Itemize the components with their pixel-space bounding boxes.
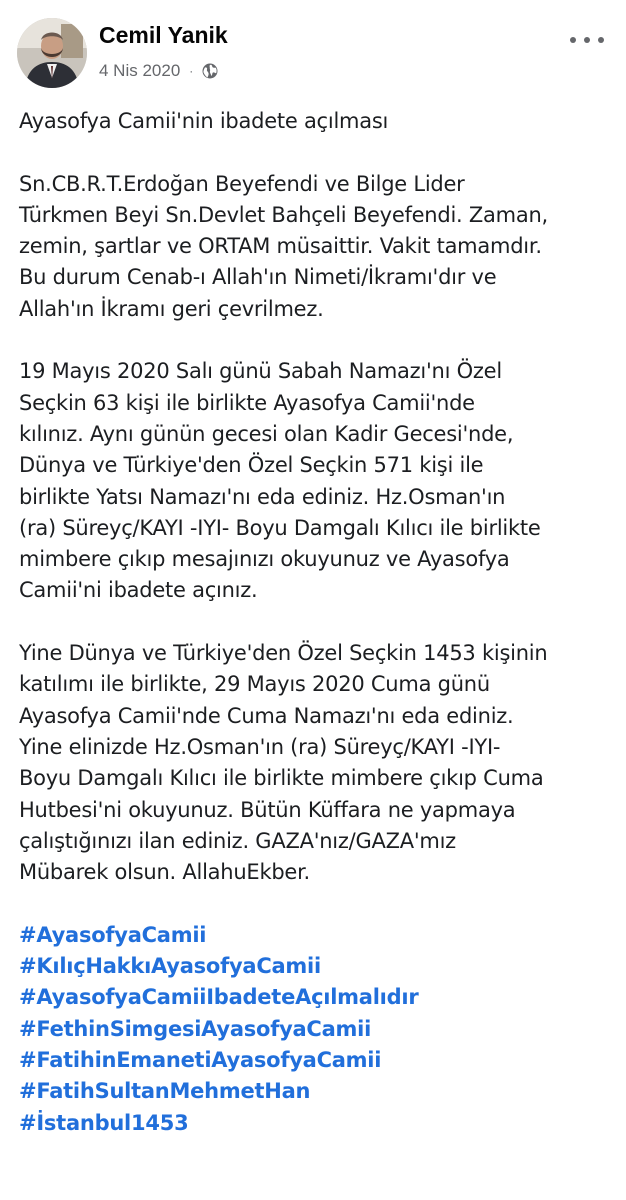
avatar-photo xyxy=(17,18,87,88)
post-date[interactable]: 4 Nis 2020 xyxy=(99,61,181,80)
more-dot xyxy=(584,37,590,43)
text-line: Türkmen Beyi Sn.Devlet Bahçeli Beyefendi. Zaman, xyxy=(19,202,548,227)
globe-icon[interactable] xyxy=(202,63,218,79)
text-line: Boyu Damgalı Kılıcı ile birlikte mimbere çıkıp Cuma xyxy=(19,766,544,791)
post-paragraph xyxy=(19,638,619,888)
text-line: Ayasofya Camii'nin ibadete açılması xyxy=(19,109,389,133)
text-line: Mübarek olsun. AllahuEkber. xyxy=(19,860,310,885)
text-line: çalıştığınızı ilan ediniz. GAZA'nız/GAZA'mız xyxy=(19,828,456,853)
post-paragraph xyxy=(19,356,619,606)
more-dot xyxy=(598,37,604,43)
hashtag-link[interactable]: #AyasofyaCamii xyxy=(19,922,207,947)
post-body xyxy=(19,106,619,1139)
hashtag-link[interactable]: #FatihinEmanetiAyasofyaCamii xyxy=(19,1047,382,1072)
text-line: Yine elinizde Hz.Osman'ın (ra) Süreyç/KAYI -IYI- xyxy=(19,734,501,759)
text-line: Seçkin 63 kişi ile birlikte Ayasofya Camii'nde xyxy=(19,390,475,415)
text-line: 19 Mayıs 2020 Salı günü Sabah Namazı'nı Özel xyxy=(19,359,502,384)
author-name[interactable]: Cemil Yanik xyxy=(99,22,228,48)
more-options-button[interactable] xyxy=(567,28,607,52)
text-line: Camii'ni ibadete açınız. xyxy=(19,578,258,603)
text-line: katılımı ile birlikte, 29 Mayıs 2020 Cuma günü xyxy=(19,672,490,697)
text-line: birlikte Yatsı Namazı'nı eda ediniz. Hz.Osman'ın xyxy=(19,484,506,509)
hashtag-link[interactable]: #KılıçHakkıAyasofyaCamii xyxy=(19,954,321,979)
text-line: zemin, şartlar ve ORTAM müsaittir. Vakit tamamdır. xyxy=(19,234,542,259)
avatar[interactable] xyxy=(17,18,87,88)
hashtag-link[interactable]: #İstanbul1453 xyxy=(19,1110,189,1135)
text-line: Ayasofya Camii'nde Cuma Namazı'nı eda ediniz. xyxy=(19,703,514,728)
hashtag-link[interactable]: #FatihSultanMehmetHan xyxy=(19,1079,311,1104)
text-line: mimbere çıkıp mesajınızı okuyunuz ve Ayasofya xyxy=(19,547,510,572)
text-line: kılınız. Aynı günün gecesi olan Kadir Gecesi'nde, xyxy=(19,421,514,446)
text-line: (ra) Süreyç/KAYI -IYI- Boyu Damgalı Kılıcı ile birlikte xyxy=(19,515,541,540)
post-paragraph-title xyxy=(19,106,619,137)
text-line: Allah'ın İkramı geri çevrilmez. xyxy=(19,296,324,321)
text-line: Hutbesi'ni okuyunuz. Bütün Küffara ne yapmaya xyxy=(19,797,516,822)
hashtag-list xyxy=(19,920,619,1139)
meta-separator: · xyxy=(189,64,194,78)
hashtag-link[interactable]: #AyasofyaCamiiIbadeteAçılmalıdır xyxy=(19,985,419,1010)
text-line: Dünya ve Türkiye'den Özel Seçkin 571 kişi ile xyxy=(19,453,484,478)
more-dot xyxy=(570,37,576,43)
text-line: Yine Dünya ve Türkiye'den Özel Seçkin 1453 kişinin xyxy=(19,641,548,666)
text-line: Sn.CB.R.T.Erdoğan Beyefendi ve Bilge Lider xyxy=(19,171,465,196)
post-meta xyxy=(99,60,218,82)
text-line: Bu durum Cenab-ı Allah'ın Nimeti/İkramı'dır ve xyxy=(19,265,497,290)
post-paragraph xyxy=(19,169,619,325)
post-header xyxy=(17,18,609,92)
hashtag-link[interactable]: #FethinSimgesiAyasofyaCamii xyxy=(19,1016,372,1041)
